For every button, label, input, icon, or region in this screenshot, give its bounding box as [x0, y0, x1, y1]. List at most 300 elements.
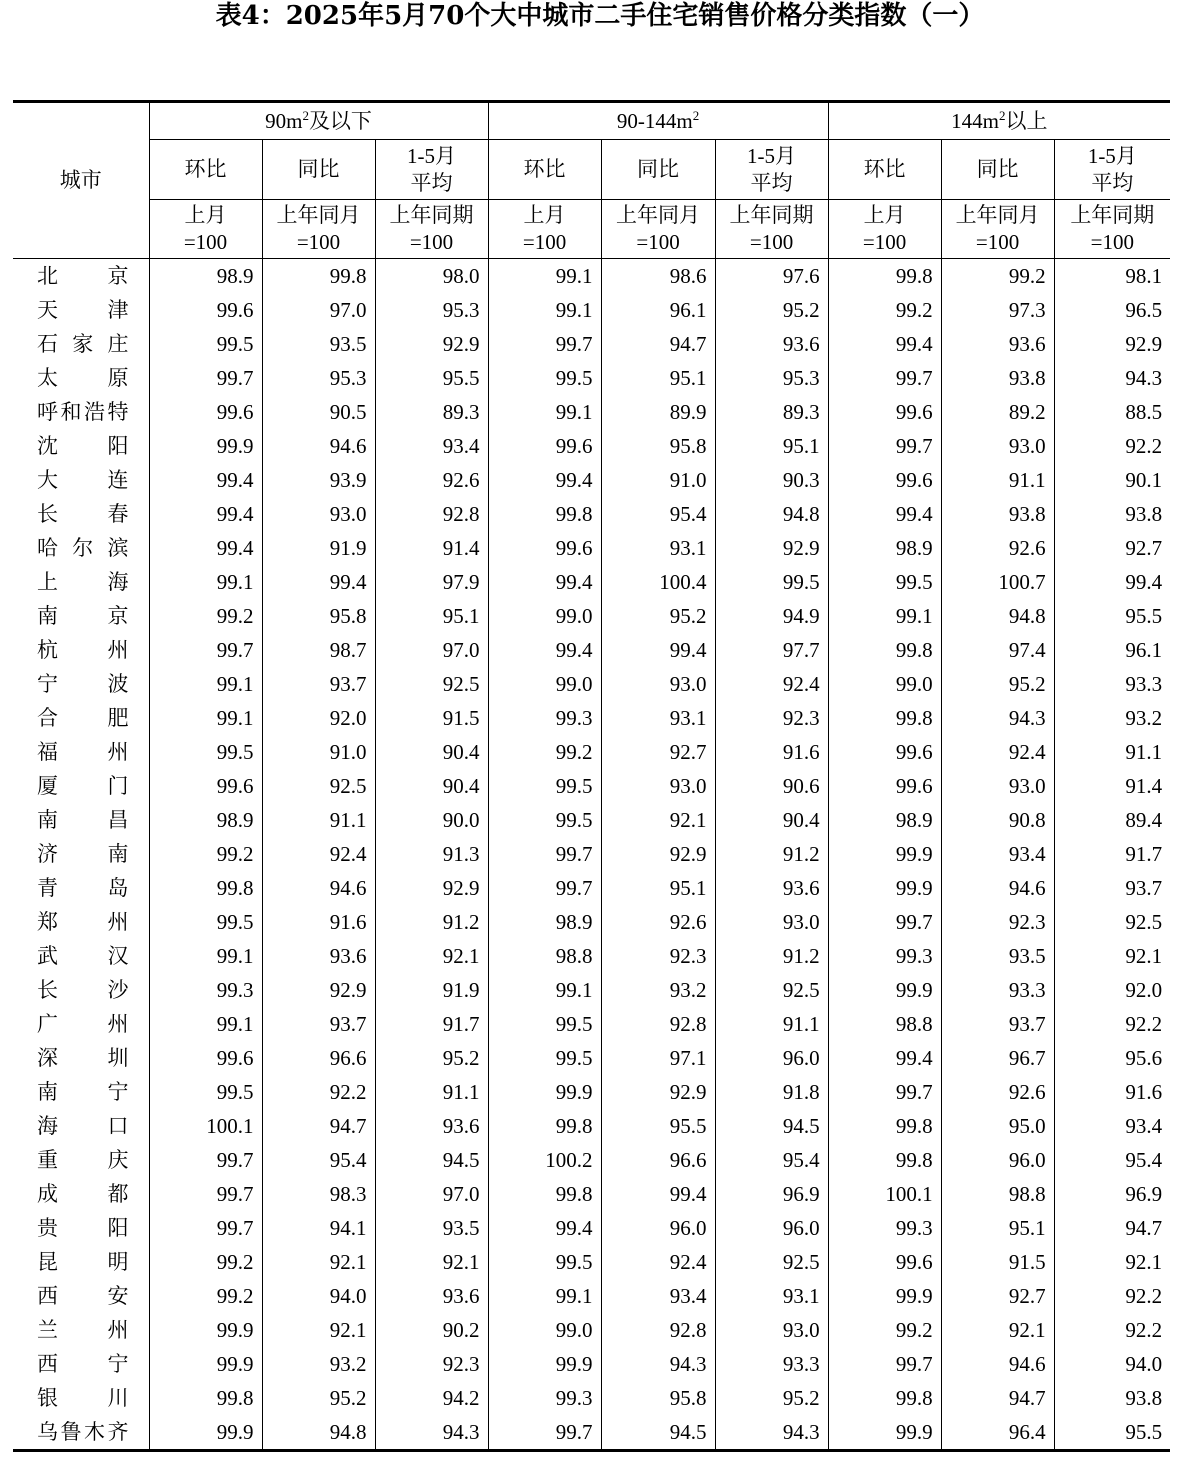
index-value-cell: 95.2 — [262, 1381, 375, 1415]
base-period-value: =100 — [183, 230, 228, 254]
city-name — [13, 769, 149, 803]
index-value-cell: 94.7 — [941, 1381, 1054, 1415]
index-value-cell: 99.7 — [149, 1177, 262, 1211]
table-row — [13, 259, 1170, 294]
index-value-cell: 95.3 — [715, 361, 828, 395]
city-name-char: 武 — [37, 944, 58, 968]
index-value-cell: 95.2 — [375, 1041, 488, 1075]
city-name-text — [37, 769, 129, 803]
base-period-value: =100 — [862, 230, 907, 254]
index-value-cell: 97.7 — [715, 633, 828, 667]
index-value-cell: 88.5 — [1054, 395, 1170, 429]
index-value-cell: 91.0 — [262, 735, 375, 769]
index-value-cell: 92.9 — [1054, 327, 1170, 361]
city-name — [13, 429, 149, 463]
city-name-char: 兰 — [37, 1318, 58, 1342]
index-value-cell: 99.4 — [488, 633, 601, 667]
index-value-cell: 99.6 — [488, 429, 601, 463]
city-name — [13, 837, 149, 871]
index-value-cell: 92.8 — [375, 497, 488, 531]
metric-header-line: 环比 — [863, 157, 906, 181]
index-value-cell: 99.7 — [488, 871, 601, 905]
city-name-text — [37, 905, 129, 939]
index-value-cell: 92.7 — [1054, 531, 1170, 565]
group-header-suffix: 以上 — [1005, 108, 1048, 133]
index-value-cell: 94.2 — [375, 1381, 488, 1415]
index-value-cell: 94.7 — [1054, 1211, 1170, 1245]
index-value-cell: 99.6 — [828, 463, 941, 497]
index-value-cell: 96.0 — [601, 1211, 715, 1245]
index-value-cell: 92.9 — [375, 871, 488, 905]
index-value-cell: 92.9 — [601, 837, 715, 871]
base-period-value: =100 — [749, 230, 794, 254]
index-value-cell: 93.8 — [941, 497, 1054, 531]
index-value-cell: 93.4 — [601, 1279, 715, 1313]
index-value-cell: 90.1 — [1054, 463, 1170, 497]
index-value-cell: 92.1 — [601, 803, 715, 837]
index-value-cell: 99.4 — [262, 565, 375, 599]
index-value-cell: 92.8 — [601, 1007, 715, 1041]
index-value-cell: 99.9 — [828, 973, 941, 1007]
index-value-cell: 94.6 — [262, 871, 375, 905]
index-value-cell: 95.2 — [941, 667, 1054, 701]
index-value-cell: 93.0 — [601, 667, 715, 701]
index-value-cell: 94.3 — [375, 1415, 488, 1451]
table-row — [13, 395, 1170, 429]
table-row — [13, 633, 1170, 667]
index-value-cell: 99.1 — [488, 395, 601, 429]
index-value-cell: 98.3 — [262, 1177, 375, 1211]
index-value-cell: 93.0 — [941, 429, 1054, 463]
metric-header — [715, 140, 828, 200]
index-value-cell: 93.3 — [1054, 667, 1170, 701]
base-period-line: 上月 — [863, 203, 906, 227]
city-name — [13, 1109, 149, 1143]
group-header-text: 90m — [265, 108, 303, 133]
index-value-cell: 94.5 — [375, 1143, 488, 1177]
metric-header — [828, 140, 941, 200]
city-name-text — [37, 939, 129, 973]
metric-header — [262, 140, 375, 200]
base-period-header — [828, 200, 941, 259]
index-value-cell: 92.4 — [941, 735, 1054, 769]
index-value-cell: 92.7 — [941, 1279, 1054, 1313]
index-value-cell: 96.0 — [715, 1211, 828, 1245]
base-period-line: 上年同期 — [729, 203, 814, 227]
index-value-cell: 96.1 — [601, 293, 715, 327]
city-name-text — [37, 327, 129, 361]
group-header-text: 90-144m — [616, 108, 693, 133]
table-row — [13, 531, 1170, 565]
base-period-header — [262, 200, 375, 259]
group-header-suffix: 及以下 — [308, 108, 372, 133]
city-column-header: 城市 — [13, 102, 149, 259]
city-name-char: 厦 — [37, 774, 58, 798]
index-value-cell: 96.9 — [715, 1177, 828, 1211]
table-row — [13, 973, 1170, 1007]
index-value-cell: 91.5 — [941, 1245, 1054, 1279]
index-value-cell: 99.1 — [828, 599, 941, 633]
index-value-cell: 99.6 — [149, 769, 262, 803]
index-value-cell: 93.7 — [941, 1007, 1054, 1041]
index-value-cell: 89.2 — [941, 395, 1054, 429]
city-name — [13, 531, 149, 565]
index-value-cell: 92.5 — [715, 1245, 828, 1279]
index-value-cell: 95.1 — [375, 599, 488, 633]
base-period-line: 上月 — [184, 203, 227, 227]
index-value-cell: 93.1 — [715, 1279, 828, 1313]
city-name-text — [37, 497, 129, 531]
index-value-cell: 92.4 — [715, 667, 828, 701]
city-name-char: 连 — [107, 468, 129, 492]
metric-header — [375, 140, 488, 200]
city-name — [13, 735, 149, 769]
city-name: 呼和浩特 — [13, 395, 149, 429]
index-value-cell: 96.7 — [941, 1041, 1054, 1075]
index-value-cell: 99.4 — [488, 1211, 601, 1245]
index-value-cell: 99.5 — [488, 361, 601, 395]
index-value-cell: 97.1 — [601, 1041, 715, 1075]
city-name-text — [37, 293, 129, 327]
index-value-cell: 91.2 — [715, 837, 828, 871]
index-value-cell: 99.7 — [488, 1415, 601, 1451]
city-name-text — [37, 1313, 129, 1347]
index-value-cell: 99.6 — [828, 735, 941, 769]
index-value-cell: 100.7 — [941, 565, 1054, 599]
index-value-cell: 93.9 — [262, 463, 375, 497]
index-value-cell: 93.8 — [1054, 1381, 1170, 1415]
index-value-cell: 89.4 — [1054, 803, 1170, 837]
table-row — [13, 837, 1170, 871]
index-value-cell: 95.8 — [262, 599, 375, 633]
city-name — [13, 565, 149, 599]
city-name-char: 昌 — [107, 808, 129, 832]
index-value-cell: 95.0 — [941, 1109, 1054, 1143]
base-period-header — [488, 200, 601, 259]
city-name-char: 西 — [37, 1352, 58, 1376]
group-header-over-144 — [828, 102, 1170, 140]
index-value-cell: 90.0 — [375, 803, 488, 837]
metric-header — [1054, 140, 1170, 200]
index-value-cell: 94.8 — [941, 599, 1054, 633]
city-name-text — [37, 1109, 129, 1143]
index-value-cell: 99.4 — [488, 565, 601, 599]
index-value-cell: 99.5 — [488, 1041, 601, 1075]
index-value-cell: 99.8 — [488, 497, 601, 531]
index-value-cell: 99.5 — [715, 565, 828, 599]
index-value-cell: 92.1 — [262, 1313, 375, 1347]
index-value-cell: 97.6 — [715, 259, 828, 294]
index-value-cell: 92.3 — [601, 939, 715, 973]
index-value-cell: 90.4 — [375, 769, 488, 803]
base-period-value: =100 — [975, 230, 1020, 254]
metric-header-line: 环比 — [184, 157, 227, 181]
index-value-cell: 91.9 — [262, 531, 375, 565]
index-value-cell: 100.4 — [601, 565, 715, 599]
index-value-cell: 95.2 — [601, 599, 715, 633]
city-name — [13, 905, 149, 939]
index-value-cell: 93.1 — [601, 701, 715, 735]
city-name-char: 尔 — [72, 536, 94, 560]
index-value-cell: 99.5 — [149, 327, 262, 361]
group-header-90-144 — [488, 102, 828, 140]
city-name-char: 济 — [37, 842, 58, 866]
index-value-cell: 99.6 — [828, 395, 941, 429]
index-value-cell: 95.5 — [1054, 1415, 1170, 1451]
index-value-cell: 93.5 — [262, 327, 375, 361]
city-name — [13, 1245, 149, 1279]
index-value-cell: 99.9 — [828, 1279, 941, 1313]
table-row — [13, 1007, 1170, 1041]
index-value-cell: 99.1 — [488, 1279, 601, 1313]
city-name-char: 哈 — [37, 536, 58, 560]
index-value-cell: 99.9 — [488, 1075, 601, 1109]
base-period-value: =100 — [636, 230, 680, 254]
city-name-char: 家 — [72, 332, 94, 356]
city-name-char: 西 — [37, 1284, 58, 1308]
index-value-cell: 99.7 — [828, 429, 941, 463]
index-value-cell: 94.8 — [715, 497, 828, 531]
index-value-cell: 99.1 — [149, 667, 262, 701]
index-value-cell: 93.5 — [941, 939, 1054, 973]
index-value-cell: 98.8 — [941, 1177, 1054, 1211]
index-value-cell: 91.2 — [375, 905, 488, 939]
city-name-text — [37, 259, 129, 293]
index-value-cell: 96.0 — [715, 1041, 828, 1075]
index-value-cell: 99.1 — [149, 565, 262, 599]
city-name-char: 大 — [37, 468, 58, 492]
city-name — [13, 599, 149, 633]
index-value-cell: 91.7 — [1054, 837, 1170, 871]
index-value-cell: 92.6 — [941, 1075, 1054, 1109]
index-value-cell: 92.4 — [262, 837, 375, 871]
table-row — [13, 1313, 1170, 1347]
index-value-cell: 92.2 — [1054, 429, 1170, 463]
index-value-cell: 90.4 — [375, 735, 488, 769]
table-row — [13, 327, 1170, 361]
table-row — [13, 1245, 1170, 1279]
city-name-char: 天 — [37, 298, 58, 322]
index-value-cell: 91.1 — [1054, 735, 1170, 769]
city-name-char: 长 — [37, 978, 58, 1002]
city-name-text — [37, 1279, 129, 1313]
city-name — [13, 871, 149, 905]
base-period-header — [601, 200, 715, 259]
base-period-header — [375, 200, 488, 259]
base-period-line: 上月 — [523, 203, 566, 227]
city-name-char: 贵 — [37, 1216, 58, 1240]
index-value-cell: 99.9 — [149, 1347, 262, 1381]
index-value-cell: 99.2 — [828, 293, 941, 327]
table-row — [13, 1041, 1170, 1075]
city-name-text — [37, 1381, 129, 1415]
city-name-text — [37, 361, 129, 395]
index-value-cell: 99.4 — [1054, 565, 1170, 599]
index-value-cell: 95.5 — [1054, 599, 1170, 633]
city-name-text — [37, 565, 129, 599]
index-value-cell: 91.6 — [262, 905, 375, 939]
index-value-cell: 93.6 — [375, 1279, 488, 1313]
index-value-cell: 93.2 — [262, 1347, 375, 1381]
city-name-text — [37, 837, 129, 871]
metric-header — [941, 140, 1054, 200]
base-period-header — [941, 200, 1054, 259]
city-name-char: 宁 — [107, 1080, 129, 1104]
city-name-char: 广 — [37, 1012, 58, 1036]
index-value-cell: 93.1 — [601, 531, 715, 565]
index-value-cell: 94.6 — [941, 1347, 1054, 1381]
index-value-cell: 93.5 — [375, 1211, 488, 1245]
index-value-cell: 99.3 — [488, 1381, 601, 1415]
index-value-cell: 96.0 — [941, 1143, 1054, 1177]
index-value-cell: 95.4 — [601, 497, 715, 531]
table-row — [13, 701, 1170, 735]
city-name-text — [37, 633, 129, 667]
index-value-cell: 99.5 — [488, 1007, 601, 1041]
index-value-cell: 98.8 — [488, 939, 601, 973]
index-value-cell: 94.6 — [941, 871, 1054, 905]
base-period-line: 上年同月 — [616, 203, 701, 227]
index-value-cell: 94.0 — [1054, 1347, 1170, 1381]
index-value-cell: 93.0 — [262, 497, 375, 531]
city-name-char: 京 — [107, 604, 129, 628]
index-value-cell: 99.7 — [149, 1143, 262, 1177]
index-value-cell: 92.9 — [262, 973, 375, 1007]
index-value-cell: 99.7 — [149, 1211, 262, 1245]
table-row — [13, 1279, 1170, 1313]
index-value-cell: 94.3 — [715, 1415, 828, 1451]
table-row — [13, 361, 1170, 395]
index-value-cell: 93.6 — [715, 871, 828, 905]
index-value-cell: 95.3 — [262, 361, 375, 395]
index-value-cell: 99.9 — [488, 1347, 601, 1381]
index-value-cell: 92.5 — [262, 769, 375, 803]
city-name-char: 州 — [107, 740, 129, 764]
index-value-cell: 92.6 — [601, 905, 715, 939]
index-value-cell: 99.7 — [488, 837, 601, 871]
index-value-cell: 92.9 — [715, 531, 828, 565]
index-value-cell: 96.9 — [1054, 1177, 1170, 1211]
city-name-char: 口 — [107, 1114, 129, 1138]
city-name — [13, 1381, 149, 1415]
index-value-cell: 93.4 — [375, 429, 488, 463]
index-value-cell: 92.2 — [1054, 1279, 1170, 1313]
index-value-cell: 97.0 — [375, 1177, 488, 1211]
index-value-cell: 95.1 — [941, 1211, 1054, 1245]
city-name-char: 南 — [37, 808, 58, 832]
index-value-cell: 89.3 — [715, 395, 828, 429]
city-name-char: 太 — [37, 366, 58, 390]
base-period-header — [715, 200, 828, 259]
index-value-cell: 92.3 — [941, 905, 1054, 939]
index-value-cell: 99.5 — [149, 905, 262, 939]
city-name-char: 银 — [37, 1386, 58, 1410]
city-name-char: 州 — [107, 638, 129, 662]
index-value-cell: 94.3 — [601, 1347, 715, 1381]
index-value-cell: 98.1 — [1054, 259, 1170, 294]
index-value-cell: 95.4 — [715, 1143, 828, 1177]
index-value-cell: 93.4 — [1054, 1109, 1170, 1143]
table-row — [13, 939, 1170, 973]
index-value-cell: 93.8 — [941, 361, 1054, 395]
index-value-cell: 94.9 — [715, 599, 828, 633]
index-value-cell: 90.5 — [262, 395, 375, 429]
index-value-cell: 92.3 — [715, 701, 828, 735]
group-header-superscript: 2 — [998, 107, 1006, 123]
index-value-cell: 99.6 — [149, 1041, 262, 1075]
index-value-cell: 99.8 — [828, 259, 941, 294]
index-value-cell: 97.0 — [375, 633, 488, 667]
metric-header-line: 1-5月 — [407, 143, 457, 168]
index-value-cell: 97.0 — [262, 293, 375, 327]
city-name-text — [37, 803, 129, 837]
table-row — [13, 463, 1170, 497]
table-row — [13, 735, 1170, 769]
index-value-cell: 90.2 — [375, 1313, 488, 1347]
table-row — [13, 1075, 1170, 1109]
index-value-cell: 99.4 — [149, 497, 262, 531]
index-value-cell: 99.6 — [488, 531, 601, 565]
index-value-cell: 95.8 — [601, 1381, 715, 1415]
city-name-char: 成 — [37, 1182, 58, 1206]
index-value-cell: 97.3 — [941, 293, 1054, 327]
city-name-char: 阳 — [107, 434, 129, 458]
index-value-cell: 99.7 — [488, 327, 601, 361]
index-value-cell: 93.0 — [715, 905, 828, 939]
city-name-char: 波 — [107, 672, 129, 696]
city-name-char: 青 — [37, 876, 58, 900]
city-name-text — [37, 1245, 129, 1279]
metric-header-line: 同比 — [297, 157, 340, 181]
index-value-cell: 91.2 — [715, 939, 828, 973]
city-name-char: 庄 — [107, 332, 129, 356]
table-row — [13, 871, 1170, 905]
table-row — [13, 599, 1170, 633]
price-index-table — [13, 100, 1170, 1452]
index-value-cell: 99.3 — [488, 701, 601, 735]
index-value-cell: 92.5 — [375, 667, 488, 701]
city-name-char: 重 — [37, 1148, 58, 1172]
city-name-text — [37, 735, 129, 769]
index-value-cell: 98.0 — [375, 259, 488, 294]
city-name — [13, 1211, 149, 1245]
index-value-cell: 99.7 — [828, 1347, 941, 1381]
table-row — [13, 905, 1170, 939]
city-name — [13, 497, 149, 531]
city-name — [13, 973, 149, 1007]
index-value-cell: 96.6 — [262, 1041, 375, 1075]
table-row — [13, 1109, 1170, 1143]
city-name — [13, 939, 149, 973]
index-value-cell: 92.1 — [262, 1245, 375, 1279]
index-value-cell: 91.3 — [375, 837, 488, 871]
index-value-cell: 99.8 — [488, 1177, 601, 1211]
table-row — [13, 1415, 1170, 1451]
index-value-cell: 91.4 — [1054, 769, 1170, 803]
index-value-cell: 92.5 — [1054, 905, 1170, 939]
metric-header-line: 平均 — [410, 170, 453, 195]
city-name-char: 宁 — [107, 1352, 129, 1376]
index-value-cell: 93.8 — [1054, 497, 1170, 531]
index-value-cell: 99.4 — [149, 531, 262, 565]
index-value-cell: 99.7 — [828, 1075, 941, 1109]
city-name-char: 汉 — [107, 944, 129, 968]
city-name-char: 沈 — [37, 434, 58, 458]
group-header-superscript: 2 — [692, 107, 700, 123]
index-value-cell: 99.4 — [828, 497, 941, 531]
index-value-cell: 93.7 — [262, 667, 375, 701]
index-value-cell: 99.5 — [488, 1245, 601, 1279]
